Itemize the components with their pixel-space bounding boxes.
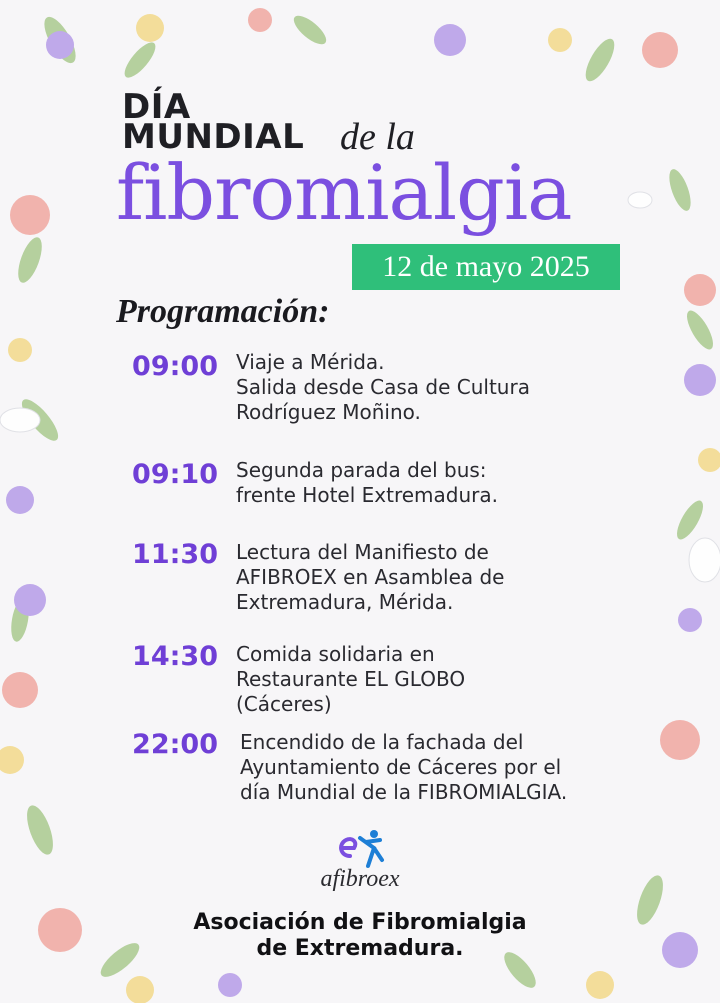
schedule-time: 22:00 bbox=[132, 729, 218, 760]
schedule-time: 14:30 bbox=[132, 641, 218, 672]
association-line-2: de Extremadura. bbox=[256, 936, 464, 961]
title-dia: DÍA bbox=[122, 87, 191, 127]
schedule-description: Lectura del Manifiesto de AFIBROEX en Asamblea de Extremadura, Mérida. bbox=[236, 540, 505, 614]
schedule-description: Segunda parada del bus: frente Hotel Extremadura. bbox=[236, 458, 498, 507]
title-mundial: MUNDIAL bbox=[122, 117, 305, 157]
title-connector: de la bbox=[340, 116, 415, 158]
schedule-time: 11:30 bbox=[132, 539, 218, 570]
schedule-time: 09:10 bbox=[132, 459, 218, 490]
schedule-description: Encendido de la fachada del Ayuntamiento de Cáceres por el día Mundial de la FIBROMIALGIA. bbox=[240, 730, 568, 804]
logo-wordmark: afibroex bbox=[320, 866, 400, 892]
title-fibromialgia: fibromialgia bbox=[116, 148, 572, 237]
association-name bbox=[120, 910, 600, 962]
afibroex-logo-icon bbox=[330, 826, 390, 870]
schedule-time: 09:00 bbox=[132, 351, 218, 382]
date-badge: 12 de mayo 2025 bbox=[352, 244, 620, 290]
programme-heading: Programación: bbox=[116, 293, 330, 330]
schedule-description: Viaje a Mérida. Salida desde Casa de Cultura Rodríguez Moñino. bbox=[236, 350, 530, 424]
schedule-description: Comida solidaria en Restaurante EL GLOBO (Cáceres) bbox=[236, 642, 466, 716]
association-line-1: Asociación de Fibromialgia bbox=[193, 910, 527, 935]
